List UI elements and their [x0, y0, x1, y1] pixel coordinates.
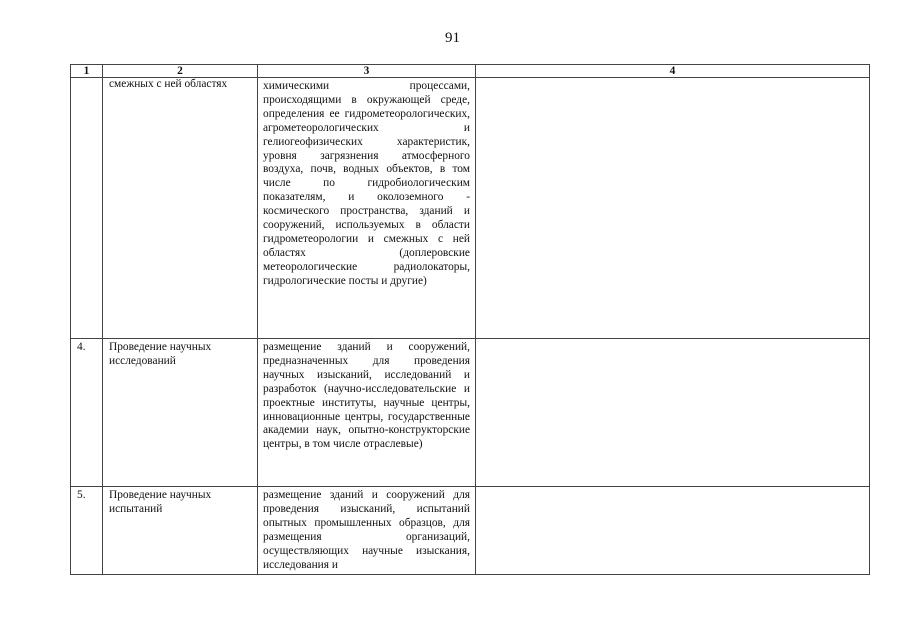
header-col-3: 3	[258, 65, 476, 78]
row-number: 4.	[71, 339, 103, 487]
row-description: размещение зданий и сооружений, предназначенных для проведения научных изысканий, исследований и разработок (научно-исследовательские и проектные институты, научные центры, инновационные центры, государственные академии наук, опытно-конструкторские центры, в том числе отраслевые)	[258, 339, 476, 487]
table-row	[71, 78, 870, 339]
header-col-1: 1	[71, 65, 103, 78]
row-name: смежных с ней областях	[103, 78, 258, 339]
row-col4	[476, 339, 870, 487]
row-name: Проведение научных исследований	[103, 339, 258, 487]
table-header-row	[71, 65, 870, 78]
row-name: Проведение научных испытаний	[103, 487, 258, 575]
page-number: 91	[445, 30, 460, 46]
row-number: 5.	[71, 487, 103, 575]
row-description: размещение зданий и сооружений для проведения изысканий, испытаний опытных промышленных образцов, для размещения организаций, осуществляющих научные изыскания, исследования и	[258, 487, 476, 575]
row-col4	[476, 78, 870, 339]
content-table	[70, 64, 870, 575]
header-col-4: 4	[476, 65, 870, 78]
table-row	[71, 487, 870, 575]
row-number	[71, 78, 103, 339]
row-col4	[476, 487, 870, 575]
table-row	[71, 339, 870, 487]
header-col-2: 2	[103, 65, 258, 78]
row-description: химическими процессами, происходящими в окружающей среде, определения ее гидрометеорологических, агрометеорологических и гелиогеофизических характеристик, уровня загрязнения атмосферного воздуха, почв, водных объектов, в том числе по гидробиологическим показателям, и околоземного - космического пространства, зданий и сооружений, используемых в области гидрометеорологии и смежных с ней областях (доплеровские метеорологические радиолокаторы, гидрологические посты и другие)	[258, 78, 476, 339]
